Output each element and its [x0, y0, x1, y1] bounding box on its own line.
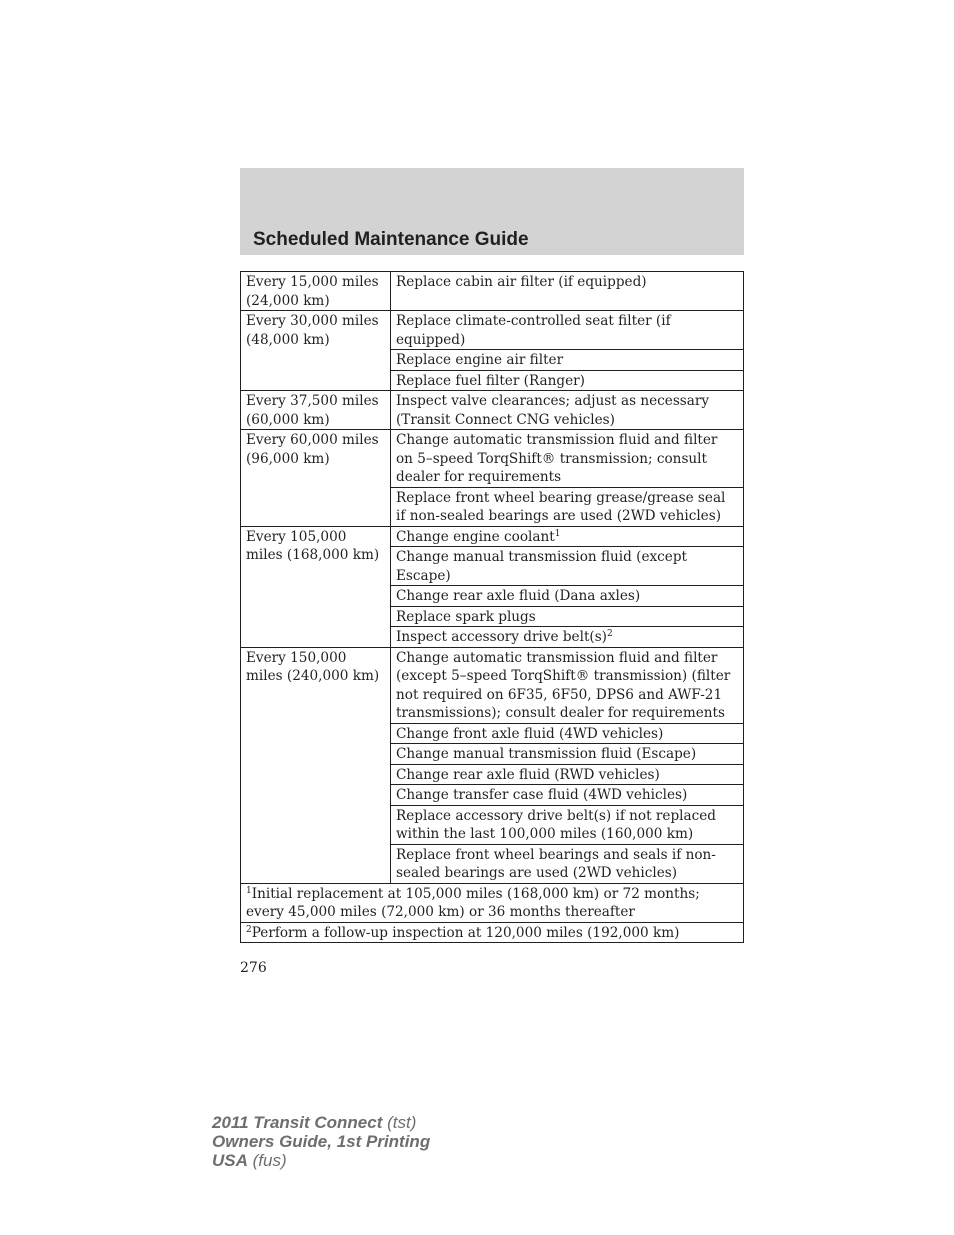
- task-cell: [391, 805, 744, 844]
- task-text: Replace front wheel bearings and seals if non-sealed bearings are used (2WD vehicles): [396, 846, 716, 881]
- task-cell: [391, 547, 744, 586]
- maintenance-schedule-table: [240, 271, 744, 943]
- task-cell: [391, 487, 744, 526]
- task-text: Change manual transmission fluid (except Escape): [396, 549, 687, 584]
- imprint-model-code: (tst): [387, 1113, 417, 1132]
- task-cell: [391, 391, 744, 430]
- footnote-mark: 1: [246, 885, 252, 896]
- footnote-text: Initial replacement at 105,000 miles (168,000 km) or 72 months; every 45,000 miles (72,000 km) or 36 months thereafter: [246, 885, 700, 920]
- task-cell: [391, 272, 744, 311]
- task-cell: [391, 744, 744, 765]
- task-text: Change engine coolant: [396, 528, 555, 545]
- task-text: Change rear axle fluid (RWD vehicles): [396, 766, 660, 783]
- footnote-reference: 2: [607, 629, 613, 639]
- footnote-text: Perform a follow-up inspection at 120,000 miles (192,000 km): [251, 924, 680, 941]
- imprint-market-code: (fus): [252, 1151, 287, 1170]
- task-text: Replace spark plugs: [396, 608, 536, 625]
- task-cell: [391, 311, 744, 350]
- footnote-row: [241, 883, 744, 922]
- table-row: [241, 311, 744, 350]
- page-number: 276: [240, 960, 267, 976]
- maintenance-table-body: [241, 272, 744, 943]
- footnote-mark: 2: [246, 924, 252, 935]
- footnote-cell: [241, 883, 744, 922]
- table-row: [241, 526, 744, 547]
- interval-cell: Every 60,000 miles (96,000 km): [241, 430, 391, 527]
- table-row: [241, 430, 744, 488]
- interval-cell: Every 30,000 miles (48,000 km): [241, 311, 391, 391]
- task-text: Change manual transmission fluid (Escape): [396, 746, 697, 762]
- task-text: Replace climate-controlled seat filter (if equipped): [396, 313, 671, 348]
- task-text: Replace cabin air filter (if equipped): [396, 274, 647, 290]
- table-row: [241, 391, 744, 430]
- task-cell: [391, 606, 744, 627]
- imprint-model: 2011 Transit Connect: [212, 1113, 383, 1132]
- table-row: [241, 647, 744, 723]
- section-header-band: [240, 168, 744, 255]
- task-cell: [391, 430, 744, 488]
- section-title: Scheduled Maintenance Guide: [253, 229, 529, 250]
- task-cell: [391, 785, 744, 806]
- task-text: Change front axle fluid (4WD vehicles): [396, 725, 664, 742]
- task-text: Change transfer case fluid (4WD vehicles): [396, 787, 688, 803]
- imprint-line-3: [212, 1151, 430, 1170]
- task-text: Replace front wheel bearing grease/grease seal if non-sealed bearings are used (2WD vehicles): [396, 489, 726, 524]
- footnote-row: [241, 922, 744, 943]
- task-cell: [391, 723, 744, 744]
- interval-cell: Every 37,500 miles (60,000 km): [241, 391, 391, 430]
- footnote-cell: [241, 922, 744, 943]
- task-cell: [391, 764, 744, 785]
- task-cell: [391, 526, 744, 547]
- task-text: Change automatic transmission fluid and filter on 5–speed TorqShift® transmission; consult dealer for requirements: [396, 432, 718, 485]
- task-cell: [391, 586, 744, 607]
- task-text: Replace fuel filter (Ranger): [396, 372, 585, 389]
- imprint-line-1: [212, 1113, 430, 1132]
- task-cell: [391, 627, 744, 648]
- interval-cell: Every 150,000 miles (240,000 km): [241, 647, 391, 883]
- task-cell: [391, 370, 744, 391]
- task-text: Replace engine air filter: [396, 352, 564, 368]
- task-cell: [391, 647, 744, 723]
- task-text: Inspect valve clearances; adjust as necessary (Transit Connect CNG vehicles): [396, 393, 710, 428]
- table-row: [241, 272, 744, 311]
- task-cell: [391, 350, 744, 371]
- task-text: Replace accessory drive belt(s) if not replaced within the last 100,000 miles (160,000 km): [396, 807, 716, 842]
- imprint-market: USA: [212, 1151, 248, 1170]
- document-imprint: [212, 1113, 430, 1170]
- task-cell: [391, 844, 744, 883]
- task-text: Change automatic transmission fluid and filter (except 5–speed TorqShift® transmission) (filter not required on 6F35, 6F50, DPS6 and AWF-21 transmissions); consult dealer for requirements: [396, 649, 731, 721]
- task-text: Change rear axle fluid (Dana axles): [396, 588, 641, 604]
- task-text: Inspect accessory drive belt(s): [396, 629, 607, 645]
- imprint-line-2: Owners Guide, 1st Printing: [212, 1132, 431, 1151]
- footnote-reference: 1: [554, 528, 561, 539]
- interval-cell: Every 105,000 miles (168,000 km): [241, 526, 391, 647]
- interval-cell: Every 15,000 miles (24,000 km): [241, 272, 391, 311]
